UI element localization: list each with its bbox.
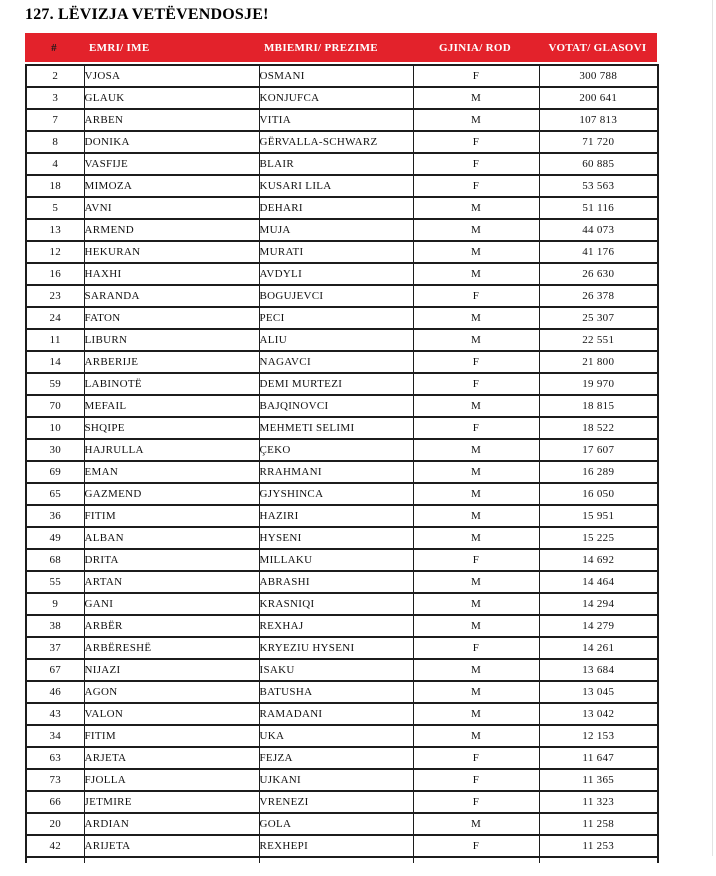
table-row (26, 483, 658, 505)
first-name-cell: ARBËR (84, 615, 259, 637)
table-row (26, 505, 658, 527)
table-row (26, 549, 658, 571)
table-row (26, 153, 658, 175)
votes-cell: 44 073 (539, 219, 658, 241)
table-row (26, 285, 658, 307)
empty-cell (259, 857, 413, 863)
gender-cell: M (413, 593, 539, 615)
table-row (26, 219, 658, 241)
rank-cell: 10 (26, 417, 84, 439)
last-name-cell: AVDYLI (259, 263, 413, 285)
rank-cell: 55 (26, 571, 84, 593)
table-row (26, 329, 658, 351)
table-row (26, 813, 658, 835)
table-row (26, 263, 658, 285)
table-row (26, 65, 658, 87)
first-name-cell: NIJAZI (84, 659, 259, 681)
last-name-cell: VRENEZI (259, 791, 413, 813)
rank-cell: 38 (26, 615, 84, 637)
rank-cell: 63 (26, 747, 84, 769)
last-name-cell: UJKANI (259, 769, 413, 791)
gender-cell: M (413, 461, 539, 483)
last-name-cell: RRAHMANI (259, 461, 413, 483)
results-table (25, 33, 657, 863)
empty-cell (26, 857, 84, 863)
gender-cell: M (413, 241, 539, 263)
last-name-cell: REXHEPI (259, 835, 413, 857)
first-name-cell: LIBURN (84, 329, 259, 351)
last-name-cell: BATUSHA (259, 681, 413, 703)
rank-cell: 67 (26, 659, 84, 681)
table-row (26, 131, 658, 153)
rank-cell: 12 (26, 241, 84, 263)
last-name-cell: VITIA (259, 109, 413, 131)
gender-cell: F (413, 131, 539, 153)
gender-cell: M (413, 307, 539, 329)
votes-cell: 15 225 (539, 527, 658, 549)
first-name-cell: HEKURAN (84, 241, 259, 263)
gender-cell: M (413, 527, 539, 549)
votes-cell: 22 551 (539, 329, 658, 351)
votes-cell: 25 307 (539, 307, 658, 329)
last-name-cell: GËRVALLA-SCHWARZ (259, 131, 413, 153)
votes-cell: 18 815 (539, 395, 658, 417)
first-name-cell: HAJRULLA (84, 439, 259, 461)
votes-cell: 300 788 (539, 65, 658, 87)
rank-cell: 34 (26, 725, 84, 747)
gender-cell: F (413, 285, 539, 307)
rank-cell: 9 (26, 593, 84, 615)
rank-cell: 49 (26, 527, 84, 549)
first-name-cell: VALON (84, 703, 259, 725)
first-name-cell: LABINOTË (84, 373, 259, 395)
table-row (26, 241, 658, 263)
rank-cell: 13 (26, 219, 84, 241)
last-name-cell: KUSARI LILA (259, 175, 413, 197)
first-name-cell: DRITA (84, 549, 259, 571)
votes-cell: 11 647 (539, 747, 658, 769)
last-name-cell: ALIU (259, 329, 413, 351)
last-name-cell: NAGAVCI (259, 351, 413, 373)
empty-cell (413, 857, 539, 863)
rank-cell: 43 (26, 703, 84, 725)
table-row (26, 461, 658, 483)
gender-cell: F (413, 373, 539, 395)
gender-cell: M (413, 439, 539, 461)
column-header-gender: GJINIA/ ROD (438, 41, 512, 54)
first-name-cell: FITIM (84, 505, 259, 527)
first-name-cell: ARJETA (84, 747, 259, 769)
votes-cell: 13 045 (539, 681, 658, 703)
first-name-cell: FITIM (84, 725, 259, 747)
last-name-cell: FEJZA (259, 747, 413, 769)
rank-cell: 68 (26, 549, 84, 571)
gender-cell: M (413, 219, 539, 241)
column-header-last-name: MBIEMRI/ PREZIME (264, 41, 378, 54)
gender-cell: F (413, 769, 539, 791)
votes-cell: 14 279 (539, 615, 658, 637)
table-row (26, 527, 658, 549)
last-name-cell: MEHMETI SELIMI (259, 417, 413, 439)
table-row (26, 395, 658, 417)
rank-cell: 37 (26, 637, 84, 659)
last-name-cell: HAZIRI (259, 505, 413, 527)
table-row (26, 373, 658, 395)
gender-cell: M (413, 263, 539, 285)
gender-cell: M (413, 395, 539, 417)
first-name-cell: ARIJETA (84, 835, 259, 857)
votes-cell: 14 464 (539, 571, 658, 593)
table-row (26, 593, 658, 615)
votes-cell: 12 153 (539, 725, 658, 747)
column-header-first-name: EMRI/ IME (89, 41, 150, 54)
votes-cell: 17 607 (539, 439, 658, 461)
first-name-cell: EMAN (84, 461, 259, 483)
table-row (26, 703, 658, 725)
last-name-cell: ÇEKO (259, 439, 413, 461)
last-name-cell: DEMI MURTEZI (259, 373, 413, 395)
last-name-cell: UKA (259, 725, 413, 747)
rank-cell: 14 (26, 351, 84, 373)
table-row (26, 835, 658, 857)
last-name-cell: KRASNIQI (259, 593, 413, 615)
first-name-cell: JETMIRE (84, 791, 259, 813)
empty-cell (84, 857, 259, 863)
last-name-cell: OSMANI (259, 65, 413, 87)
page-title: 127. LËVIZJA VETËVENDOSJE! (25, 6, 269, 23)
table-row (26, 725, 658, 747)
votes-cell: 16 050 (539, 483, 658, 505)
last-name-cell: ISAKU (259, 659, 413, 681)
votes-cell: 26 630 (539, 263, 658, 285)
results-table-grid (25, 64, 659, 863)
votes-cell: 107 813 (539, 109, 658, 131)
first-name-cell: ARBËRESHË (84, 637, 259, 659)
votes-cell: 11 365 (539, 769, 658, 791)
last-name-cell: MURATI (259, 241, 413, 263)
gender-cell: F (413, 65, 539, 87)
table-row (26, 681, 658, 703)
rank-cell: 4 (26, 153, 84, 175)
rank-cell: 59 (26, 373, 84, 395)
gender-cell: M (413, 505, 539, 527)
first-name-cell: GLAUK (84, 87, 259, 109)
gender-cell: M (413, 703, 539, 725)
first-name-cell: FATON (84, 307, 259, 329)
rank-cell: 24 (26, 307, 84, 329)
first-name-cell: MIMOZA (84, 175, 259, 197)
last-name-cell: BOGUJEVCI (259, 285, 413, 307)
first-name-cell: ARBEN (84, 109, 259, 131)
votes-cell: 11 258 (539, 813, 658, 835)
last-name-cell: KONJUFCA (259, 87, 413, 109)
last-name-cell: ABRASHI (259, 571, 413, 593)
votes-cell: 14 294 (539, 593, 658, 615)
first-name-cell: AVNI (84, 197, 259, 219)
first-name-cell: MEFAIL (84, 395, 259, 417)
gender-cell: M (413, 659, 539, 681)
rank-cell: 23 (26, 285, 84, 307)
last-name-cell: BAJQINOVCI (259, 395, 413, 417)
table-row (26, 747, 658, 769)
votes-cell: 60 885 (539, 153, 658, 175)
gender-cell: F (413, 835, 539, 857)
votes-cell: 11 323 (539, 791, 658, 813)
rank-cell: 18 (26, 175, 84, 197)
table-row (26, 109, 658, 131)
gender-cell: F (413, 175, 539, 197)
rank-cell: 2 (26, 65, 84, 87)
last-name-cell: BLAIR (259, 153, 413, 175)
votes-cell: 53 563 (539, 175, 658, 197)
first-name-cell: FJOLLA (84, 769, 259, 791)
votes-cell: 21 800 (539, 351, 658, 373)
votes-cell: 51 116 (539, 197, 658, 219)
votes-cell: 71 720 (539, 131, 658, 153)
last-name-cell: GOLA (259, 813, 413, 835)
rank-cell: 30 (26, 439, 84, 461)
first-name-cell: DONIKA (84, 131, 259, 153)
rank-cell: 5 (26, 197, 84, 219)
rank-cell: 46 (26, 681, 84, 703)
table-header-row (25, 33, 657, 62)
results-table-body (26, 65, 658, 863)
rank-cell: 65 (26, 483, 84, 505)
gender-cell: M (413, 483, 539, 505)
first-name-cell: ARTAN (84, 571, 259, 593)
gender-cell: M (413, 615, 539, 637)
gender-cell: M (413, 571, 539, 593)
first-name-cell: ARMEND (84, 219, 259, 241)
rank-cell: 8 (26, 131, 84, 153)
last-name-cell: REXHAJ (259, 615, 413, 637)
column-header-votes: VOTAT/ GLASOVI (548, 41, 647, 54)
rank-cell: 16 (26, 263, 84, 285)
rank-cell: 3 (26, 87, 84, 109)
rank-cell: 11 (26, 329, 84, 351)
votes-cell: 15 951 (539, 505, 658, 527)
first-name-cell: ARDIAN (84, 813, 259, 835)
rank-cell: 69 (26, 461, 84, 483)
first-name-cell: AGON (84, 681, 259, 703)
gender-cell: M (413, 329, 539, 351)
last-name-cell: MUJA (259, 219, 413, 241)
votes-cell: 19 970 (539, 373, 658, 395)
gender-cell: M (413, 725, 539, 747)
votes-cell: 26 378 (539, 285, 658, 307)
gender-cell: F (413, 417, 539, 439)
gender-cell: F (413, 351, 539, 373)
votes-cell: 11 253 (539, 835, 658, 857)
last-name-cell: HYSENI (259, 527, 413, 549)
gender-cell: F (413, 549, 539, 571)
votes-cell: 16 289 (539, 461, 658, 483)
first-name-cell: GANI (84, 593, 259, 615)
last-name-cell: GJYSHINCA (259, 483, 413, 505)
first-name-cell: GAZMEND (84, 483, 259, 505)
empty-cell (539, 857, 658, 863)
table-row (26, 791, 658, 813)
table-row (26, 87, 658, 109)
gender-cell: M (413, 87, 539, 109)
votes-cell: 18 522 (539, 417, 658, 439)
table-row (26, 351, 658, 373)
gender-cell: F (413, 153, 539, 175)
first-name-cell: ALBAN (84, 527, 259, 549)
votes-cell: 14 261 (539, 637, 658, 659)
table-row (26, 307, 658, 329)
first-name-cell: ARBERIJE (84, 351, 259, 373)
votes-cell: 13 684 (539, 659, 658, 681)
gender-cell: F (413, 747, 539, 769)
first-name-cell: SARANDA (84, 285, 259, 307)
gender-cell: F (413, 791, 539, 813)
gender-cell: M (413, 109, 539, 131)
votes-cell: 200 641 (539, 87, 658, 109)
first-name-cell: VASFIJE (84, 153, 259, 175)
column-header-rank: # (51, 41, 57, 54)
gender-cell: M (413, 681, 539, 703)
table-row-partial (26, 857, 658, 863)
first-name-cell: HAXHI (84, 263, 259, 285)
table-row (26, 615, 658, 637)
last-name-cell: DEHARI (259, 197, 413, 219)
table-row (26, 175, 658, 197)
table-row (26, 197, 658, 219)
rank-cell: 70 (26, 395, 84, 417)
first-name-cell: VJOSA (84, 65, 259, 87)
votes-cell: 13 042 (539, 703, 658, 725)
rank-cell: 20 (26, 813, 84, 835)
rank-cell: 7 (26, 109, 84, 131)
rank-cell: 42 (26, 835, 84, 857)
last-name-cell: PECI (259, 307, 413, 329)
last-name-cell: MILLAKU (259, 549, 413, 571)
gender-cell: M (413, 813, 539, 835)
table-row (26, 417, 658, 439)
gender-cell: F (413, 637, 539, 659)
table-row (26, 637, 658, 659)
rank-cell: 73 (26, 769, 84, 791)
rank-cell: 66 (26, 791, 84, 813)
page-edge-divider (712, 0, 713, 856)
table-row (26, 439, 658, 461)
gender-cell: M (413, 197, 539, 219)
last-name-cell: KRYEZIU HYSENI (259, 637, 413, 659)
table-row (26, 571, 658, 593)
first-name-cell: SHQIPE (84, 417, 259, 439)
table-row (26, 769, 658, 791)
last-name-cell: RAMADANI (259, 703, 413, 725)
votes-cell: 41 176 (539, 241, 658, 263)
table-row (26, 659, 658, 681)
rank-cell: 36 (26, 505, 84, 527)
votes-cell: 14 692 (539, 549, 658, 571)
